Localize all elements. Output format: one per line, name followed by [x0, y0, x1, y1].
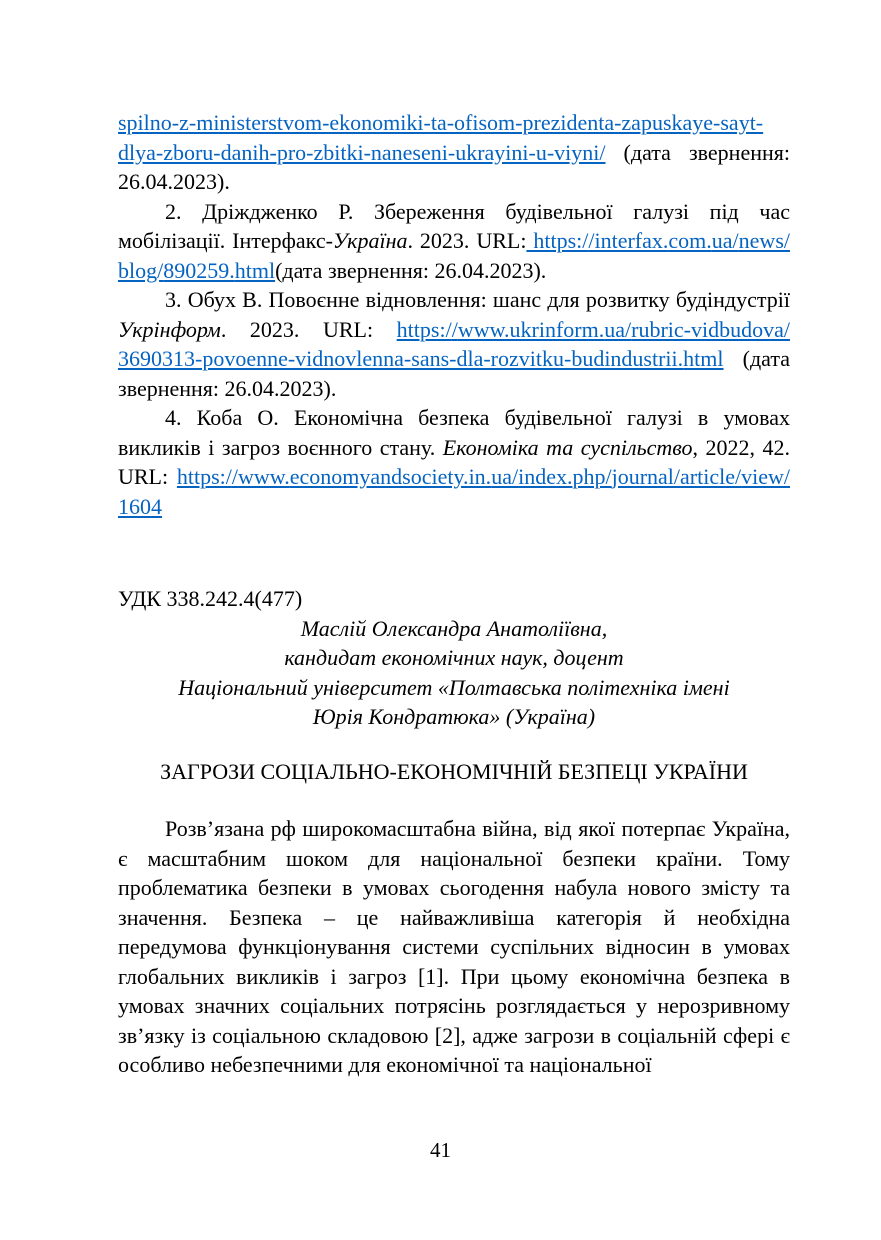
author-degree: кандидат економічних наук, доцент — [284, 645, 624, 670]
text-run: , 2022, 42. URL: — [118, 434, 791, 489]
affiliation-line-1: Національний університет «Полтавська політехніка імені — [178, 674, 730, 700]
page-number: 41 — [430, 1138, 451, 1162]
article-title: ЗАГРОЗИ СОЦІАЛЬНО-ЕКОНОМІЧНІЙ БЕЗПЕЦІ УКРАЇНИ — [160, 758, 748, 784]
text-run: 4. Коба О. Економічна безпека будівельної галузі в умовах викликів і загроз воєнного стану. — [118, 405, 790, 460]
affiliation-line-2: Юрія Кондратюка» (Україна) — [312, 704, 596, 729]
text-run: Україна — [332, 228, 408, 253]
text-run: Укрінформ — [118, 316, 221, 342]
udc-code: УДК 338.242.4(477) — [118, 586, 303, 611]
reference-item-continuation — [118, 108, 790, 197]
body-paragraph: Розв’язана рф широкомасштабна війна, від якої потерпає Україна, є масштабним шоком для національної безпеки країни. Тому проблематика безпеки в умовах сьогодення набула нового змісту та значення. Безпека – це найважливіша категорія й необхідна передумова функціонування системи суспільних відносин в умовах глобальних викликів і загроз [1]. При цьому економічна безпека в умовах значних соціальних потрясінь розглядається у нерозривному зв’язку із соціальною складовою [2], адже загрози в соціальній сфері є особливо небезпечними для економічної та національної — [118, 816, 790, 1077]
hyperlink[interactable]: https://www.ukrinform.ua/rubric-vidbudova/3690313-povoenne-vidnovlenna-sans-dla-rozvitku-budindustrii.html — [118, 316, 790, 371]
text-run: Економіка та суспільство — [442, 434, 693, 460]
text-run: (дата звернення: 26.04.2023). — [118, 346, 790, 401]
references-section — [118, 108, 790, 521]
text-run: 3. Обух В. Повоєнне відновлення: шанс для розвитку будіндустрії — [165, 287, 790, 312]
author-name: Маслій Олександра Анатоліївна, — [300, 615, 608, 641]
text-run: (дата звернення: 26.04.2023). — [118, 139, 790, 194]
article-header — [118, 584, 790, 786]
hyperlink[interactable]: https://interfax.com.ua/news/blog/890259.html — [118, 228, 790, 283]
text-run: . 2023. URL: — [407, 228, 527, 253]
hyperlink[interactable]: spilno-z-ministerstvom-ekonomiki-ta-ofisom-prezidenta-zapuskaye-sayt-dlya-zboru-danih-pro-zbitki-naneseni-ukrayini-u-viyni/ — [118, 110, 764, 165]
reference-item — [118, 285, 790, 403]
text-run: 2. Дріждженко Р. Збереження будівельної галузі під час мобілізації. Інтерфакс- — [118, 198, 790, 253]
hyperlink[interactable]: https://www.economyandsociety.in.ua/index.php/journal/article/view/1604 — [118, 464, 790, 519]
reference-item — [118, 403, 790, 521]
text-run: (дата звернення: 26.04.2023). — [275, 257, 547, 283]
text-run: . 2023. URL: — [220, 316, 397, 342]
reference-item — [118, 197, 790, 286]
